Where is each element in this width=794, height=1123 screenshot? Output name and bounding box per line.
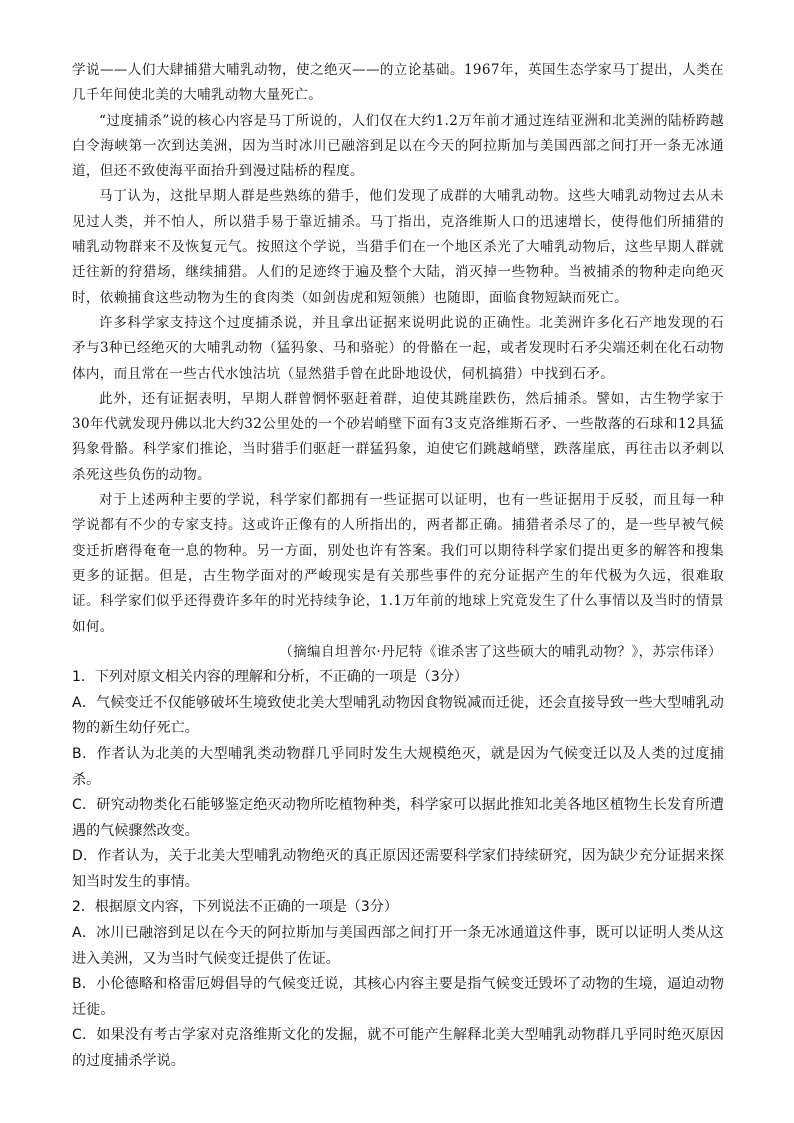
answer-option: A．气候变迁不仅能够破坏生境致使北美大型哺乳动物因食物锐减而迁徙，还会直接导致一些大型哺乳动物的新生幼仔死亡。 [72,694,724,737]
question-stem: 1．下列对原文相关内容的理解和分析，不正确的一项是（3分） [72,669,468,686]
answer-option: B．小伦德略和格雷厄姆倡导的气候变迁说，其核心内容主要是指气候变迁毁坏了动物的生境，逼迫动物迁徙。 [72,976,724,1018]
answer-option: C．研究动物类化石能够鉴定绝灭动物所吃植物种类，科学家可以据此推知北美各地区植物生长发育所遭遇的气候骤然改变。 [72,797,724,839]
exam-page [72,58,724,1075]
question-item [72,895,724,1074]
passage-paragraph: 学说——人们大肆捕猎大哺乳动物，使之绝灭——的立论基础。1967年，英国生态学家马丁提出，人类在几千年间使北美的大哺乳动物大量死亡。 [72,62,724,104]
question-item [72,665,724,895]
passage-paragraph: 此外，还有证据表明，早期人群曾惘怀驱赶着群，迫使其跳崖跌伤，然后捕杀。譬如，古生物学家于30年代就发现丹佛以北大约32公里处的一个砂岩峭壁下面有3支克洛维斯石矛、一些散落的石球和12具猛犸象骨骼。科学家们推论，当时猎手们驱赶一群猛犸象，迫使它们跳越峭壁，跌落崖底，再往击以矛刺以杀死这些负伤的动物。 [72,390,724,483]
answer-option: D．作者认为，关于北美大型哺乳动物绝灭的真正原因还需要科学家们持续研究，因为缺少充分证据来探知当时发生的事情。 [72,848,724,890]
question-stem: 2．根据原文内容，下列说法不正确的一项是（3分） [72,899,398,916]
passage-source: （摘编自坦普尔·丹尼特《谁杀害了这些硕大的哺乳动物？》，苏宗伟译） [279,643,722,660]
reading-passage [72,58,724,665]
question-list [72,665,724,1075]
passage-paragraph: 对于上述两种主要的学说，科学家们都拥有一些证据可以证明，也有一些证据用于反驳，而且每一种学说都有不少的专家支持。这或许正像有的人所指出的，两者都正确。捕猎者杀尽了的，是一些早被气候变迁折磨得奄奄一息的物种。另一方面，别处也许有答案。我们可以期待科学家们提出更多的解答和搜集更多的证据。但是，古生物学面对的严峻现实是有关那些事件的充分证据产生的年代极为久远，很难取证。科学家们似乎还得费许多年的时光持续争论，1.1万年前的地球上究竟发生了什么事情以及当时的情景如何。 [72,492,724,635]
answer-option: A．冰川已融溶到足以在今天的阿拉斯加与美国西部之间打开一条无冰通道这件事，既可以证明人类从这进入美洲，又为当时气候变迁提供了佐证。 [72,925,724,967]
passage-paragraph: “过度捕杀”说的核心内容是马丁所说的，人们仅在大约1.2万年前才通过连结亚洲和北美洲的陆桥跨越白令海峡第一次到达美洲，因为当时冰川已融溶到足以在今天的阿拉斯加与美国西部之间打开一条无冰通道，但还不致使海平面抬升到漫过陆桥的程度。 [72,112,724,180]
answer-option: C．如果没有考古学家对克洛维斯文化的发掘，就不可能产生解释北美大型哺乳动物群几乎同时绝灭原因的过度捕杀学说。 [72,1027,724,1070]
answer-option: B．作者认为北美的大型哺乳类动物群几乎同时发生大规模绝灭，就是因为气候变迁以及人类的过度捕杀。 [72,745,724,788]
passage-paragraph: 马丁认为，这批早期人群是些熟练的猎手，他们发现了成群的大哺乳动物。这些大哺乳动物过去从未见过人类，并不怕人，所以猎手易于靠近捕杀。马丁指出，克洛维斯人口的迅速增长，使得他们所捕猎的哺乳动物群来不及恢复元气。按照这个学说，当猎手们在一个地区杀光了大哺乳动物后，这些早期人群就迁往新的狩猎场，继续捕猎。人们的足迹终于遍及整个大陆，消灭掉一些物种。当被捕杀的物种走向绝灭时，依赖捕食这些动物为生的食肉类（如剑齿虎和短领熊）也随即，面临食物短缺而死亡。 [72,188,724,306]
passage-paragraph: 许多科学家支持这个过度捕杀说，并且拿出证据来说明此说的正确性。北美洲许多化石产地发现的石矛与3种已经绝灭的大哺乳动物（猛犸象、马和骆驼）的骨骼在一起，或者发现时石矛尖端还刺在化石动物体内，而且常在一些古代水蚀沽坑（显然猎手曾在此卧地设伏，伺机搞猎）中找到石矛。 [72,314,724,382]
